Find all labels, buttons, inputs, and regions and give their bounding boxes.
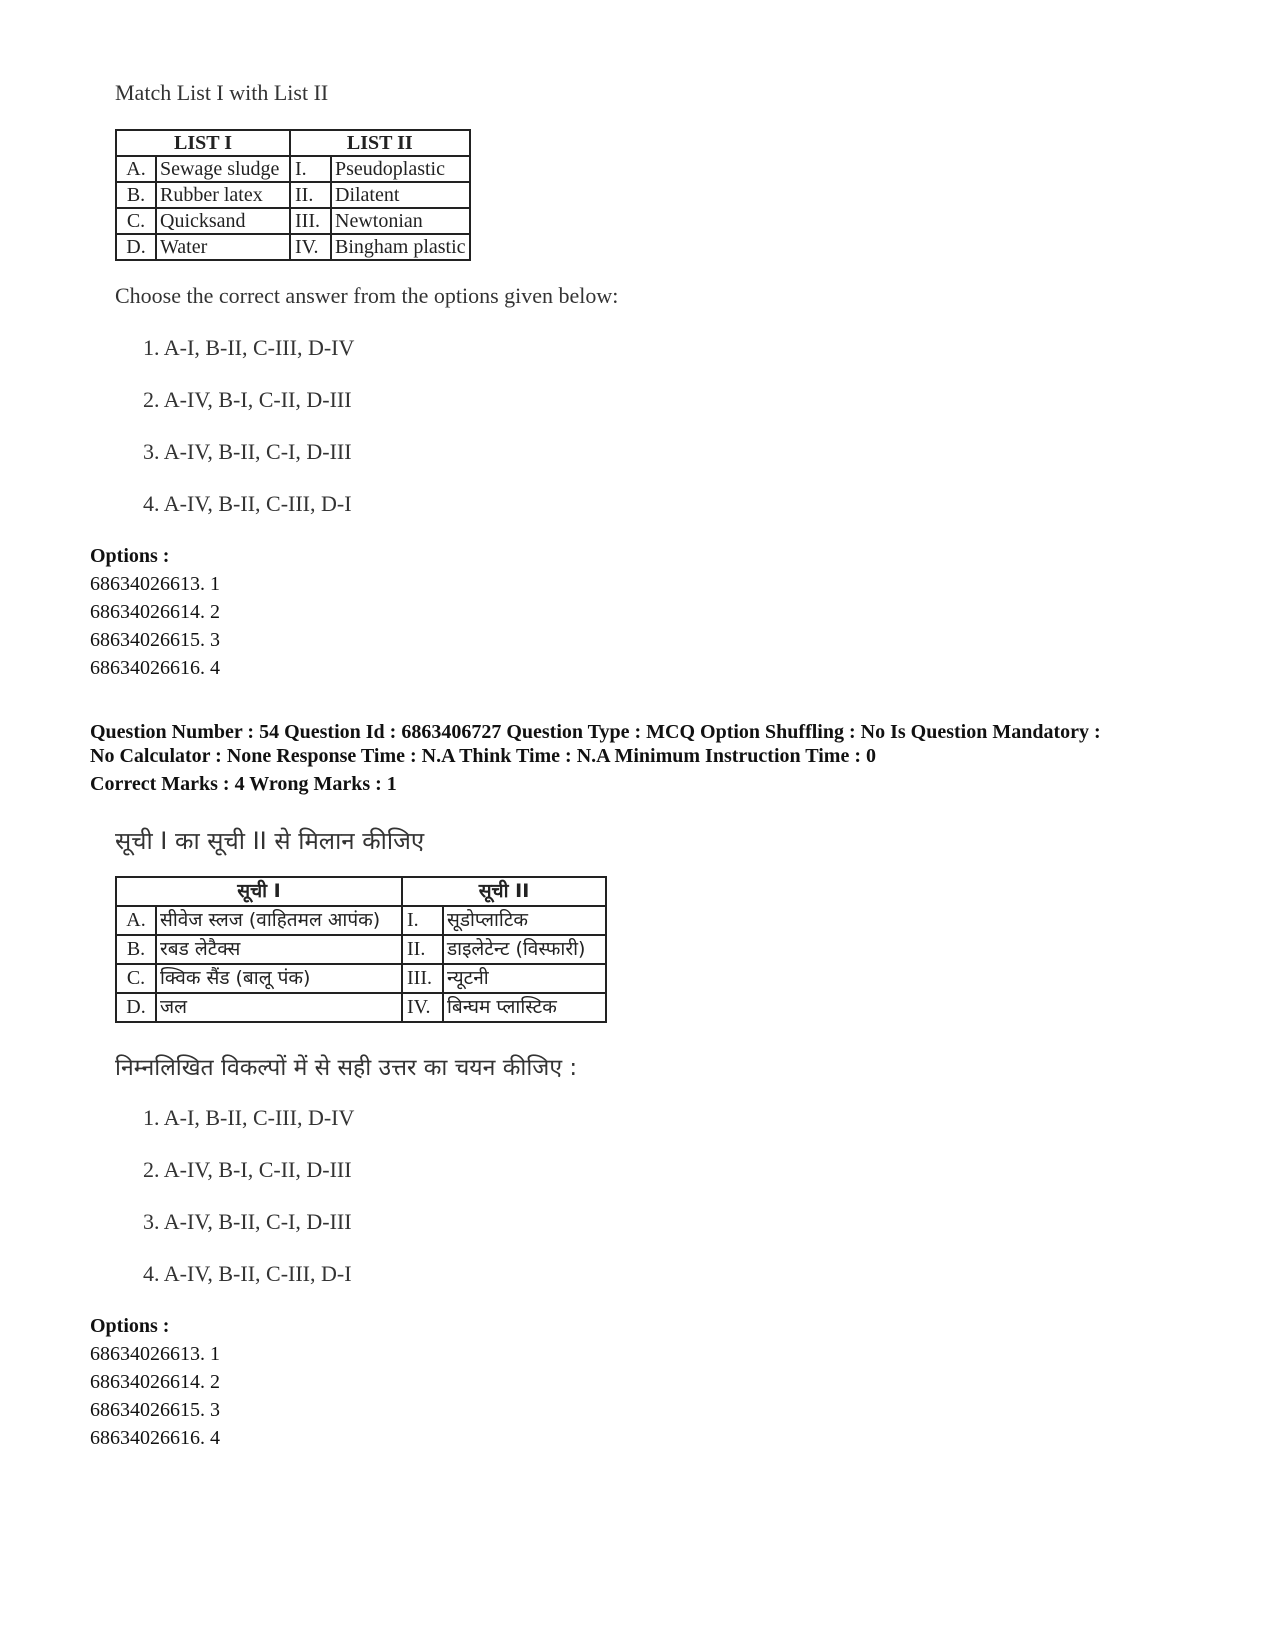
row-roman: IV. [402, 993, 443, 1022]
row-match: डाइलेटेन्ट (विस्फारी) [443, 935, 606, 964]
table-row [116, 156, 470, 182]
row-letter: A. [116, 156, 156, 182]
row-item: Water [156, 234, 290, 260]
row-roman: IV. [290, 234, 331, 260]
list2-header: LIST II [290, 130, 470, 156]
meta-line-2: No Calculator : None Response Time : N.A Think Time : N.A Minimum Instruction Time : 0 [90, 745, 876, 767]
row-letter: B. [116, 935, 156, 964]
row-letter: C. [116, 964, 156, 993]
row-match: Dilatent [331, 182, 470, 208]
option-item: 68634026614. 2 [90, 1371, 220, 1393]
table-header-row [116, 877, 606, 906]
table-header-row [116, 130, 470, 156]
row-roman: I. [290, 156, 331, 182]
list1-header: सूची I [116, 877, 402, 906]
choose-instruction: Choose the correct answer from the options given below: [115, 283, 619, 308]
table-row [116, 993, 606, 1022]
row-item: रबड लेटैक्स [156, 935, 402, 964]
row-match: सूडोप्लाटिक [443, 906, 606, 935]
options-label: Options : [90, 545, 170, 567]
row-letter: C. [116, 208, 156, 234]
option-item: 68634026616. 4 [90, 657, 220, 679]
row-item: सीवेज स्लज (वाहितमल आपंक) [156, 906, 402, 935]
match-table-hindi [115, 876, 607, 1023]
answer-choice-3: 3. A-IV, B-II, C-I, D-III [143, 1209, 352, 1234]
row-roman: III. [290, 208, 331, 234]
option-item: 68634026613. 1 [90, 1343, 220, 1365]
row-item: क्विक सैंड (बालू पंक) [156, 964, 402, 993]
table-row [116, 208, 470, 234]
option-item: 68634026613. 1 [90, 573, 220, 595]
option-item: 68634026615. 3 [90, 629, 220, 651]
row-match: Newtonian [331, 208, 470, 234]
list1-header: LIST I [116, 130, 290, 156]
answer-choice-4: 4. A-IV, B-II, C-III, D-I [143, 1261, 352, 1286]
meta-line-1: Question Number : 54 Question Id : 6863406727 Question Type : MCQ Option Shuffling : No Is Question Mandatory : [90, 721, 1101, 743]
row-letter: D. [116, 234, 156, 260]
choose-instruction-hindi: निम्नलिखित विकल्पों में से सही उत्तर का चयन कीजिए : [115, 1055, 578, 1081]
question-title-hindi: सूची I का सूची II से मिलान कीजिए [115, 827, 425, 855]
row-roman: II. [290, 182, 331, 208]
row-match: Bingham plastic [331, 234, 470, 260]
row-match: न्यूटनी [443, 964, 606, 993]
option-item: 68634026616. 4 [90, 1427, 220, 1449]
row-item: Rubber latex [156, 182, 290, 208]
answer-choice-2: 2. A-IV, B-I, C-II, D-III [143, 1157, 352, 1182]
row-roman: II. [402, 935, 443, 964]
options-list [90, 1340, 220, 1452]
row-item: Quicksand [156, 208, 290, 234]
table-row [116, 234, 470, 260]
answer-choice-4: 4. A-IV, B-II, C-III, D-I [143, 491, 352, 516]
meta-line-3: Correct Marks : 4 Wrong Marks : 1 [90, 773, 397, 795]
row-item: Sewage sludge [156, 156, 290, 182]
row-letter: D. [116, 993, 156, 1022]
answer-choice-3: 3. A-IV, B-II, C-I, D-III [143, 439, 352, 464]
row-roman: I. [402, 906, 443, 935]
answer-choice-1: 1. A-I, B-II, C-III, D-IV [143, 1105, 355, 1130]
option-item: 68634026615. 3 [90, 1399, 220, 1421]
option-item: 68634026614. 2 [90, 601, 220, 623]
list2-header: सूची II [402, 877, 606, 906]
question-title: Match List I with List II [115, 80, 329, 105]
match-table [115, 129, 471, 261]
table-row [116, 935, 606, 964]
table-row [116, 182, 470, 208]
row-match: बिन्घम प्लास्टिक [443, 993, 606, 1022]
row-letter: A. [116, 906, 156, 935]
row-match: Pseudoplastic [331, 156, 470, 182]
answer-choice-1: 1. A-I, B-II, C-III, D-IV [143, 335, 355, 360]
options-list [90, 570, 220, 682]
row-letter: B. [116, 182, 156, 208]
table-row [116, 964, 606, 993]
question-meta [90, 720, 1101, 796]
answer-choice-2: 2. A-IV, B-I, C-II, D-III [143, 387, 352, 412]
options-label: Options : [90, 1315, 170, 1337]
row-item: जल [156, 993, 402, 1022]
table-row [116, 906, 606, 935]
row-roman: III. [402, 964, 443, 993]
